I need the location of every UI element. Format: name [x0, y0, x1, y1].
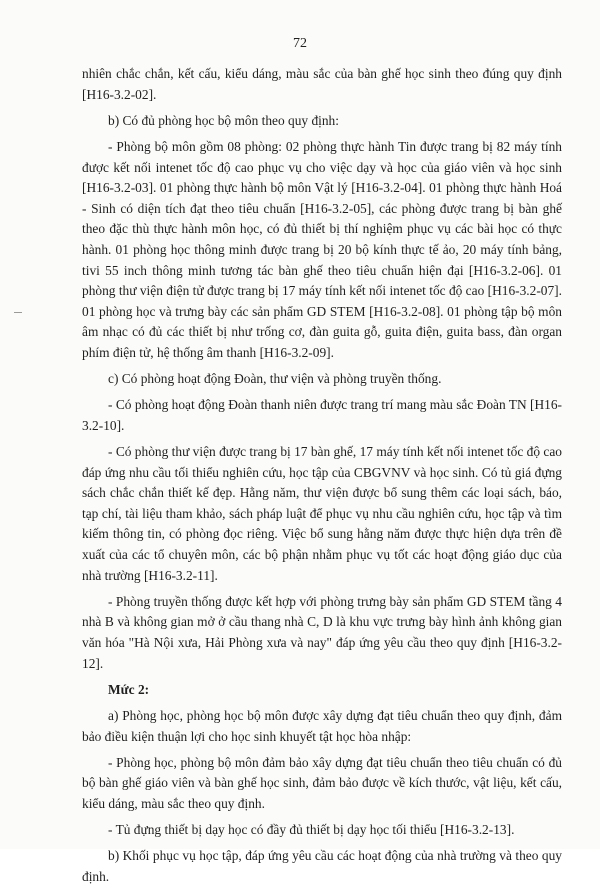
level-2-item-b: b) Khối phục vụ học tập, đáp ứng yêu cầu các hoạt động của nhà trường và theo quy định.	[82, 848, 562, 884]
paragraph-equipment-cabinet: - Tủ đựng thiết bị dạy học có đầy đủ thiết bị dạy học tối thiểu [H16-3.2-13].	[108, 822, 515, 838]
section-c-heading: c) Có phòng hoạt động Đoàn, thư viện và phòng truyền thống.	[108, 371, 442, 387]
level-2-heading: Mức 2:	[108, 681, 150, 697]
section-b-heading: b) Có đủ phòng học bộ môn theo quy định:	[108, 112, 339, 128]
paragraph-youth-union-room: - Có phòng hoạt động Đoàn thanh niên được trang trí mang màu sắc Đoàn TN [H16-3.2-10].	[82, 397, 562, 433]
page-number: 72	[293, 36, 307, 51]
level-2-item-a: a) Phòng học, phòng học bộ môn được xây dựng đạt tiêu chuẩn theo quy định, đảm bảo điều kiện thuận lợi cho học sinh khuyết tật học hòa nhập:	[82, 707, 562, 744]
paragraph-library: - Có phòng thư viện được trang bị 17 bàn ghế, 17 máy tính kết nối intenet tốc độ cao đáp ứng nhu cầu tối thiểu nghiên cứu, học tập của CBGVNV và học sinh. Có tủ giá đựng sách chắc chắn thiết kế đẹp. Hằng năm, thư viện được bổ sung thêm các loại sách, báo, tạp chí, tài liệu tham khảo, sách pháp luật để phục vụ nhu cầu nghiên cứu, học tập và tìm kiếm thông tin, có phòng đọc riêng. Việc bổ sung hằng năm được thực hiện dựa trên đề xuất của các tổ chuyên môn, các bộ phận nhằm phục vụ tốt các hoạt động giáo dục của nhà trường [H16-3.2-11].	[82, 444, 562, 583]
paragraph-classrooms: - Phòng học, phòng bộ môn đảm bảo xây dựng đạt tiêu chuẩn theo tiêu chuẩn có đủ bộ bàn ghế giáo viên và bàn ghế học sinh, đảm bảo được về kích thước, vật liệu, kết cấu, kiểu dáng, màu sắc theo quy định.	[82, 754, 562, 811]
paragraph-continuation: nhiên chắc chắn, kết cấu, kiểu dáng, màu sắc của bàn ghế học sinh theo đúng quy định [H16-3.2-02].	[82, 66, 562, 102]
paragraph-tradition-room: - Phòng truyền thống được kết hợp với phòng trưng bày sản phẩm GD STEM tầng 4 nhà B và không gian mở ở cầu thang nhà C, D là khu vực trưng bày hình ảnh không gian văn hóa "Hà Nội xưa, Hải Phòng xưa và nay" đáp ứng yêu cầu theo quy định [H16-3.2-12].	[82, 593, 562, 671]
margin-mark	[14, 312, 22, 313]
document-body	[82, 64, 562, 893]
paragraph-subject-rooms: - Phòng bộ môn gồm 08 phòng: 02 phòng thực hành Tin được trang bị 82 máy tính được kết nối intenet tốc độ cao phục vụ cho việc dạy và học của giáo viên và học sinh [H16-3.2-03]. 01 phòng thực hành bộ môn Vật lý [H16-3.2-04]. 01 phòng thực hành Hoá - Sinh có diện tích đạt theo tiêu chuẩn [H16-3.2-05], các phòng được trang bị bàn ghế theo đặc thù thực hành môn học, có đủ thiết bị thí nghiệm phục vụ các bài học có thực hành. 01 phòng học thông minh được trang bị 20 bộ kính thực tế ảo, 20 máy tính bảng, tivi 55 inch thông minh tương tác bàn ghế theo tiêu chuẩn hiện đại [H16-3.2-06]. 01 phòng thư viện điện tử được trang bị 17 máy tính kết nối intenet tốc độ cao [H16-3.2-07]. 01 phòng học và trưng bày các sản phẩm GD STEM [H16-3.2-08]. 01 phòng tập bộ môn âm nhạc có đủ các thiết bị như trống cơ, đàn guita gỗ, guita điện, guita bass, đàn organ phím điện tử, hệ thống âm thanh [H16-3.2-09].	[82, 138, 562, 360]
